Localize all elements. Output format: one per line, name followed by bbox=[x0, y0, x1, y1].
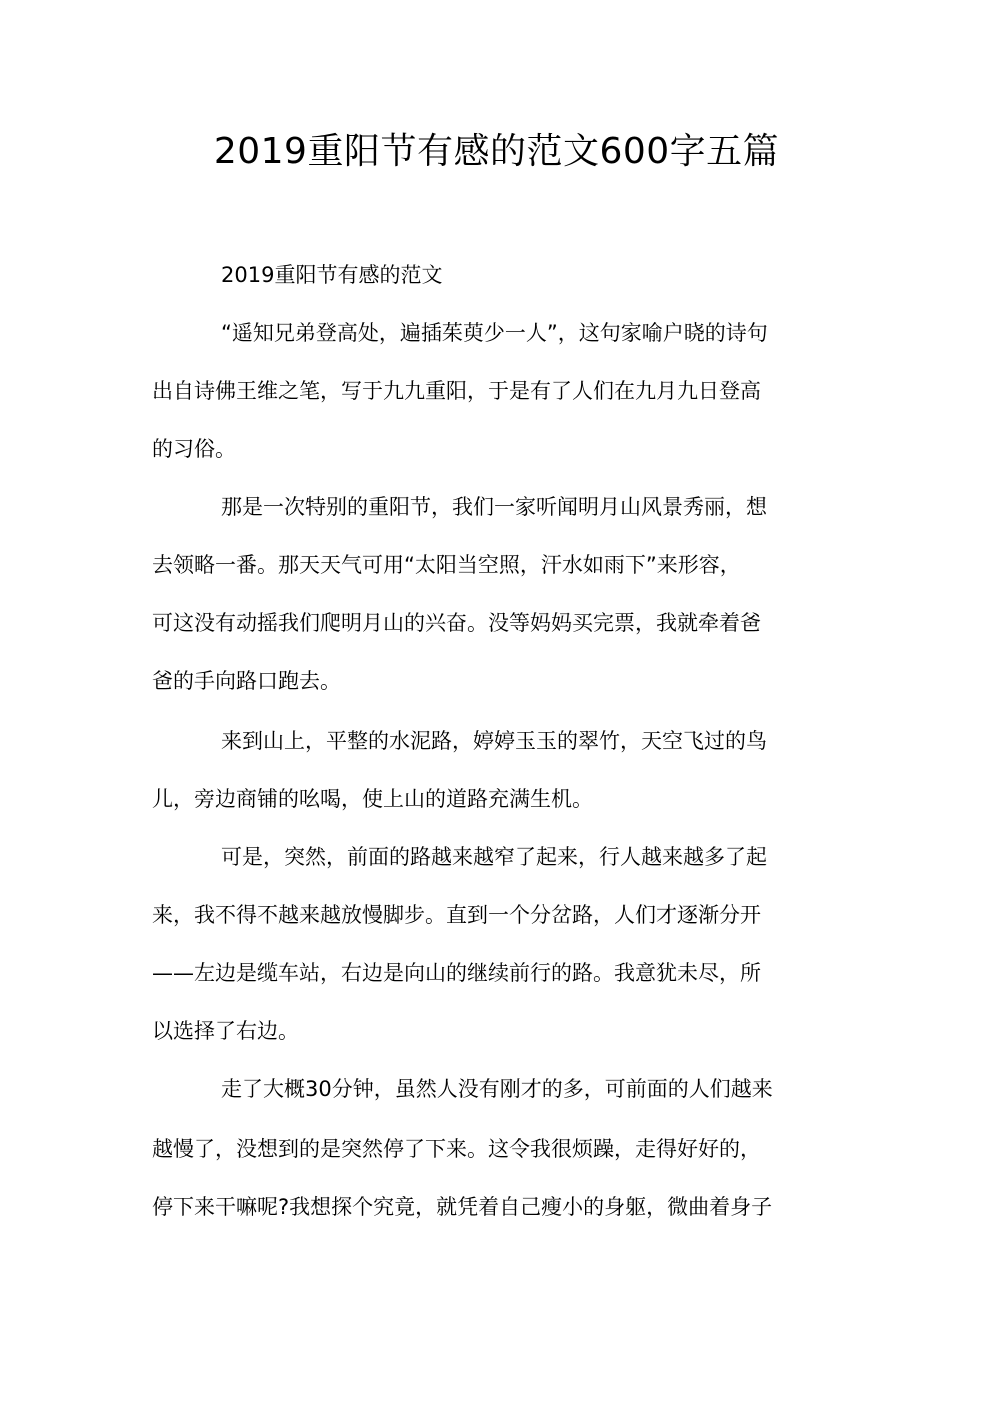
text-line: 停下来干嘛呢?我想探个究竟，就凭着自己瘦小的身躯，微曲着身子 bbox=[152, 1195, 773, 1219]
text-line: 可是，突然，前面的路越来越窄了起来，行人越来越多了起 bbox=[221, 845, 767, 869]
text-line: 走了大概30分钟，虽然人没有刚才的多，可前面的人们越来 bbox=[221, 1077, 773, 1101]
text-line: 去领略一番。那天天气可用“太阳当空照，汗水如雨下”来形容， bbox=[152, 553, 741, 577]
text-line: 来到山上，平整的水泥路，婷婷玉玉的翠竹，天空飞过的鸟 bbox=[221, 729, 767, 753]
text-line: 越慢了，没想到的是突然停了下来。这令我很烦躁，走得好好的， bbox=[152, 1137, 761, 1161]
text-line: 出自诗佛王维之笔，写于九九重阳，于是有了人们在九月九日登高 bbox=[152, 379, 761, 403]
text-line: 可这没有动摇我们爬明月山的兴奋。没等妈妈买完票，我就牵着爸 bbox=[152, 611, 761, 635]
text-line: 的习俗。 bbox=[152, 437, 236, 461]
text-line: 来，我不得不越来越放慢脚步。直到一个分岔路，人们才逐渐分开 bbox=[152, 903, 761, 927]
text-line: 爸的手向路口跑去。 bbox=[152, 669, 341, 693]
text-line: 以选择了右边。 bbox=[152, 1019, 299, 1043]
text-line: ——左边是缆车站，右边是向山的继续前行的路。我意犹未尽，所 bbox=[152, 961, 761, 985]
text-line: 儿，旁边商铺的吆喝，使上山的道路充满生机。 bbox=[152, 787, 593, 811]
section-heading: 2019重阳节有感的范文 bbox=[221, 263, 443, 287]
text-line: “遥知兄弟登高处，遍插茱萸少一人”，这句家喻户晓的诗句 bbox=[221, 321, 768, 345]
text-line: 那是一次特别的重阳节，我们一家听闻明月山风景秀丽，想 bbox=[221, 495, 767, 519]
document-title: 2019重阳节有感的范文600字五篇 bbox=[213, 131, 780, 172]
